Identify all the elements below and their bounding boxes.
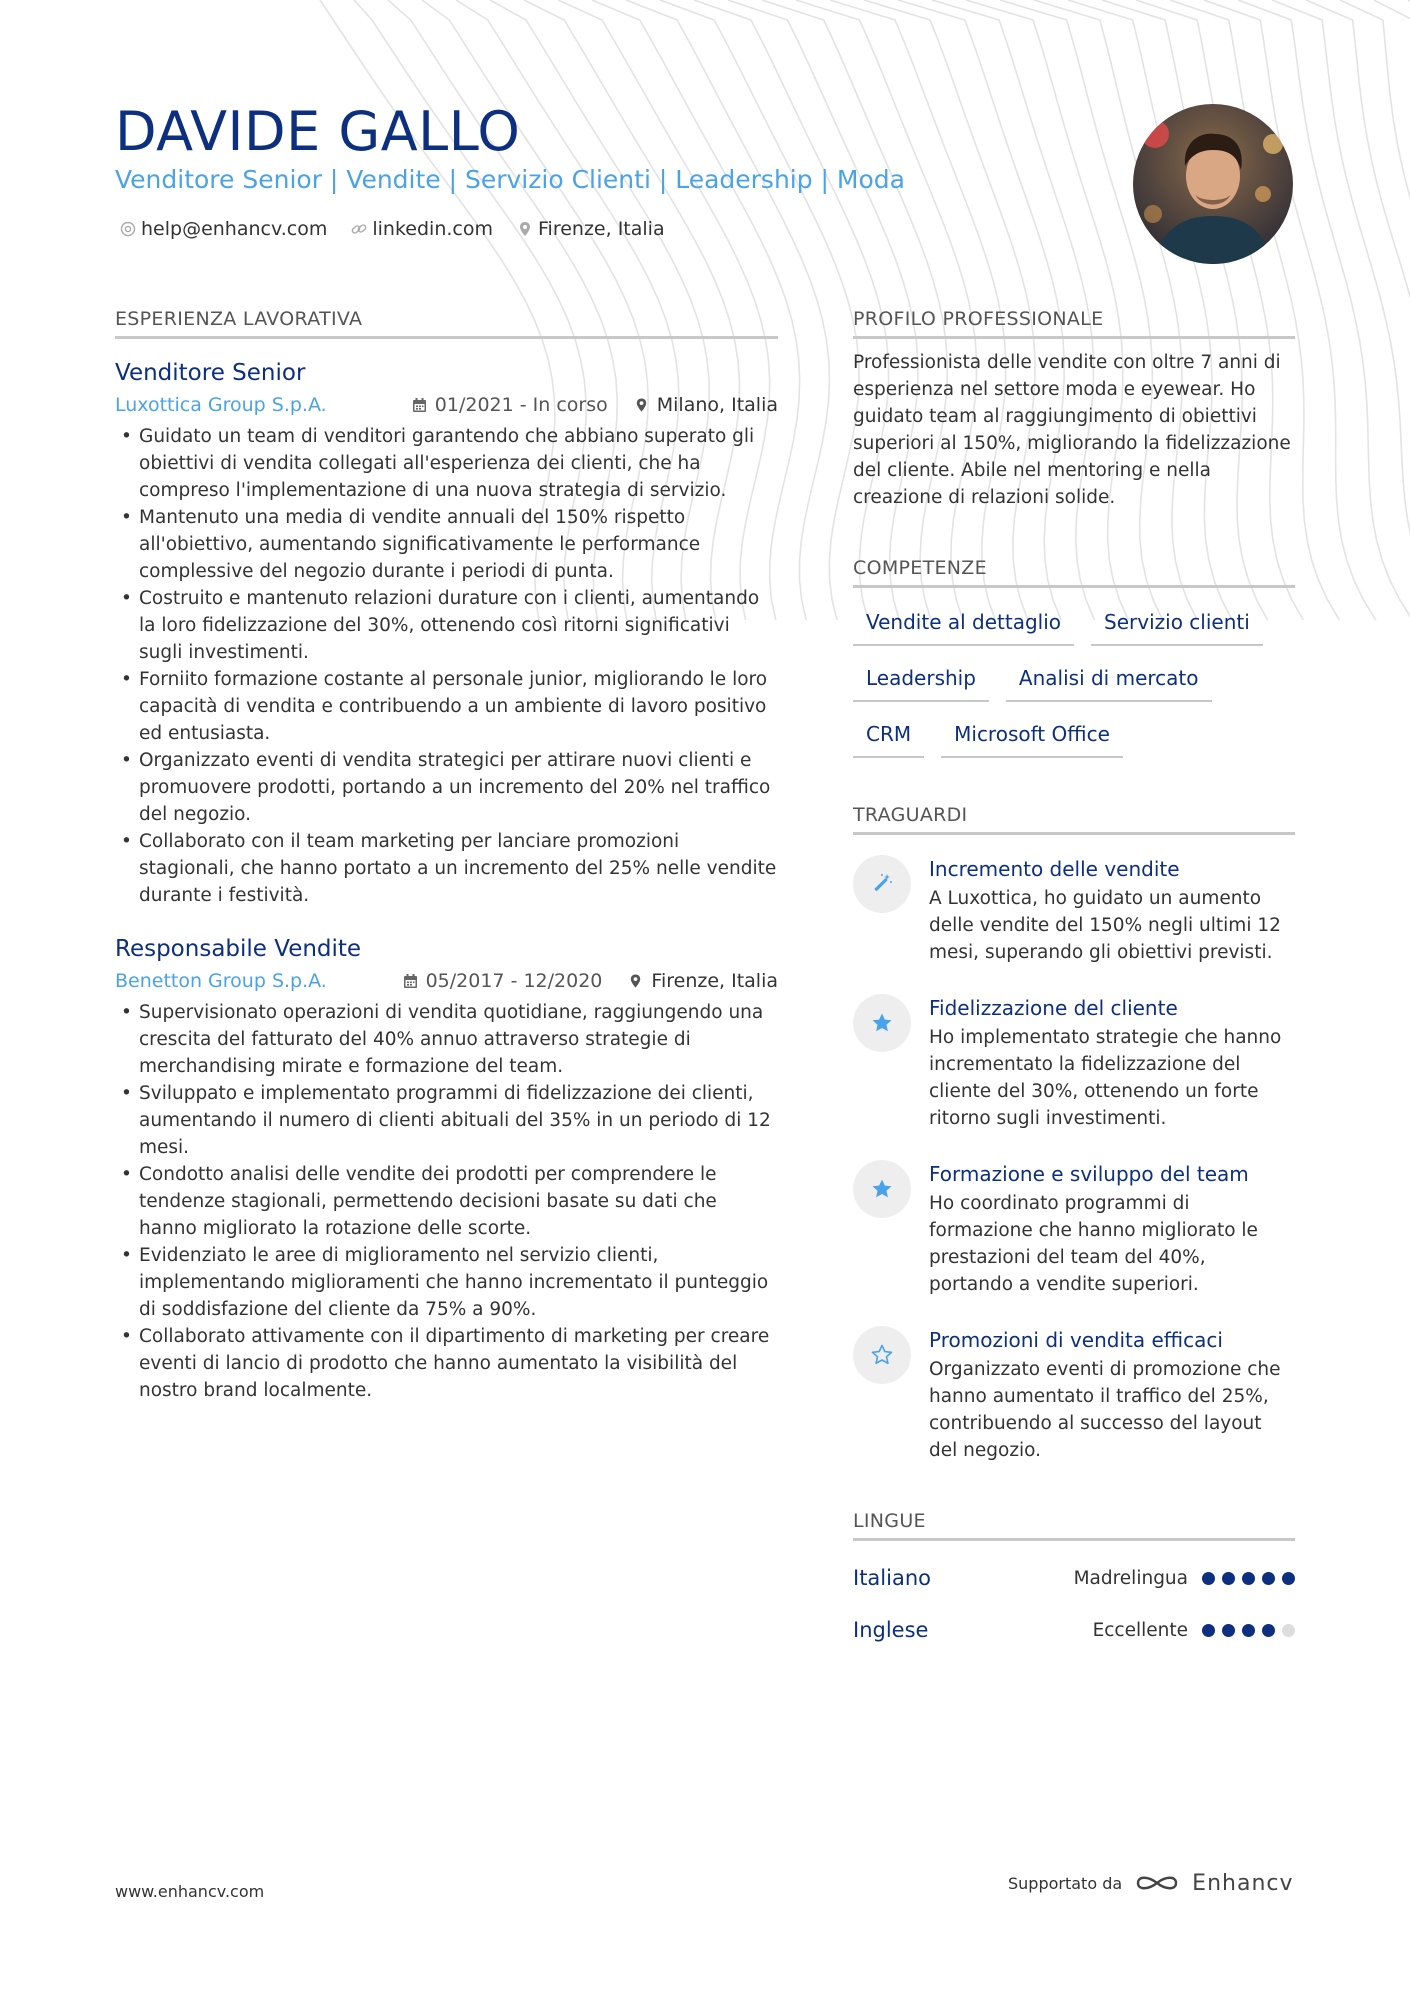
job-location-text: Milano, Italia: [656, 394, 778, 416]
company-name: Luxottica Group S.p.A.: [115, 394, 327, 416]
job-entry: [115, 933, 778, 1404]
wave-line: [1306, 0, 1410, 620]
contact-email[interactable]: [120, 216, 327, 242]
achievement-title: Incremento delle vendite: [929, 857, 1180, 881]
sidebar-column: [853, 306, 1295, 1645]
skill-tag: Microsoft Office: [941, 720, 1123, 758]
skill-tag: Vendite al dettaglio: [853, 608, 1074, 646]
achievement-title: Fidelizzazione del cliente: [929, 996, 1178, 1020]
location-pin-icon: [517, 221, 533, 237]
bullet-item: • Collaborato con il team marketing per lanciare promozioni stagionali, che hanno portato a un incremento del 25% nelle vendite durante i festività.: [115, 828, 778, 909]
job-location: [634, 391, 778, 419]
link-icon: [351, 221, 367, 237]
footer-website[interactable]: www.enhancv.com: [115, 1882, 265, 1901]
rating-dot-filled: [1242, 1572, 1255, 1585]
achievement-item: [853, 855, 1295, 966]
brand-name: Enhancv: [1192, 1870, 1294, 1896]
profile-section-title: PROFILO PROFESSIONALE: [853, 306, 1295, 339]
footer-branding: [1008, 1870, 1294, 1896]
star-outline-icon: [870, 1343, 894, 1367]
rating-dot-filled: [1262, 1624, 1275, 1637]
language-item: [853, 1615, 1295, 1645]
skill-tag: Servizio clienti: [1091, 608, 1263, 646]
job-dates-text: 05/2017 - 12/2020: [425, 970, 603, 992]
achievement-text: Ho coordinato programmi di formazione che hanno migliorato le prestazioni del team del 40%, portando a vendite superiori.: [929, 1193, 1258, 1295]
skills-section-title: COMPETENZE: [853, 555, 1295, 588]
calendar-icon: [412, 397, 427, 413]
at-icon: [120, 221, 136, 237]
skills-list: [853, 608, 1295, 758]
calendar-icon: [403, 973, 418, 989]
job-title: Responsabile Vendite: [115, 936, 362, 962]
contact-location: [517, 216, 665, 242]
achievement-icon-wrap: [853, 1326, 911, 1384]
rating-dot-filled: [1222, 1572, 1235, 1585]
job-entry: [115, 357, 778, 909]
achievements-section-title: TRAGUARDI: [853, 802, 1295, 835]
location-text: Firenze, Italia: [538, 218, 665, 240]
achievement-text: A Luxottica, ho guidato un aumento delle vendite del 150% negli ultimi 12 mesi, superando gli obiettivi previsti.: [929, 888, 1281, 963]
bullet-item: • Evidenziato le aree di miglioramento nel servizio clienti, implementando miglioramenti che hanno incrementato il punteggio di soddisfazione del cliente da 75% a 90%.: [115, 1242, 778, 1323]
skill-tag: CRM: [853, 720, 924, 758]
profile-photo: [1133, 104, 1293, 264]
rating-dot-filled: [1242, 1624, 1255, 1637]
linkedin-text: linkedin.com: [372, 218, 493, 240]
achievement-title: Formazione e sviluppo del team: [929, 1162, 1249, 1186]
achievement-text: Ho implementato strategie che hanno incrementato la fidelizzazione del cliente del 30%, ottenendo un forte ritorno sugli investimenti.: [929, 1027, 1282, 1129]
powered-by-text: Supportato da: [1008, 1873, 1123, 1893]
job-dates: [412, 391, 608, 419]
rating-dot-filled: [1202, 1572, 1215, 1585]
enhancv-logo-icon: [1134, 1870, 1180, 1896]
rating-dot-empty: [1282, 1624, 1295, 1637]
language-item: [853, 1563, 1295, 1593]
language-name: Inglese: [853, 1618, 929, 1642]
rating-dot-filled: [1202, 1624, 1215, 1637]
bullet-item: • Sviluppato e implementato programmi di fidelizzazione dei clienti, aumentando il numero di clienti abituali del 35% in un periodo di 12 mesi.: [115, 1080, 778, 1161]
achievement-item: [853, 1160, 1295, 1298]
location-pin-icon: [634, 397, 649, 413]
headline: Venditore Senior | Vendite | Servizio Clienti | Leadership | Moda: [115, 165, 905, 194]
language-rating: [1202, 1572, 1295, 1585]
rating-dot-filled: [1262, 1572, 1275, 1585]
job-bullets: [115, 423, 778, 909]
bullet-item: • Supervisionato operazioni di vendita quotidiane, raggiungendo una crescita del fatturato del 40% annuo attraverso strategie di merchandising mirate e formazione del team.: [115, 999, 778, 1080]
bullet-item: • Organizzato eventi di vendita strategici per attirare nuovi clienti e promuovere prodotti, portando a un incremento del 20% nel traffico del negozio.: [115, 747, 778, 828]
company-name: Benetton Group S.p.A.: [115, 970, 327, 992]
achievement-text: Organizzato eventi di promozione che hanno aumentato il traffico del 25%, contribuendo al successo del layout del negozio.: [929, 1359, 1281, 1461]
job-title: Venditore Senior: [115, 360, 306, 386]
email-text: help@enhancv.com: [141, 218, 328, 240]
job-dates: [403, 967, 603, 995]
contact-linkedin[interactable]: [351, 216, 493, 242]
job-location-text: Firenze, Italia: [651, 970, 778, 992]
language-level: Madrelingua: [1073, 1567, 1188, 1589]
magic-wand-icon: [870, 872, 894, 896]
bullet-item: • Collaborato attivamente con il dipartimento di marketing per creare eventi di lancio di prodotto che hanno aumentato la visibilità del nostro brand localmente.: [115, 1323, 778, 1404]
bullet-item: • Forniito formazione costante al personale junior, migliorando le loro capacità di vendita e contribuendo a un ambiente di lavoro positivo ed entusiasta.: [115, 666, 778, 747]
skill-tag: Leadership: [853, 664, 989, 702]
languages-section-title: LINGUE: [853, 1508, 1295, 1541]
job-bullets: [115, 999, 778, 1404]
achievement-title: Promozioni di vendita efficaci: [929, 1328, 1223, 1352]
bullet-item: • Mantenuto una media di vendite annuali del 150% rispetto all'obiettivo, aumentando significativamente le performance complessive del negozio durante i periodi di punta.: [115, 504, 778, 585]
bullet-item: • Costruito e mantenuto relazioni durature con i clienti, aumentando la loro fidelizzazione del 30%, ottenendo così ritorni significativi sugli investimenti.: [115, 585, 778, 666]
language-level: Eccellente: [1092, 1619, 1188, 1641]
achievement-item: [853, 1326, 1295, 1464]
skill-tag: Analisi di mercato: [1006, 664, 1212, 702]
wave-line: [1374, 0, 1410, 620]
experience-section: [115, 306, 778, 1404]
contact-bar: [120, 216, 665, 242]
achievement-icon-wrap: [853, 1160, 911, 1218]
candidate-name: DAVIDE GALLO: [115, 100, 521, 163]
language-name: Italiano: [853, 1566, 931, 1590]
experience-section-title: ESPERIENZA LAVORATIVA: [115, 306, 778, 339]
bullet-item: • Guidato un team di venditori garantendo che abbiano superato gli obiettivi di vendita collegati all'esperienza dei clienti, che ha compreso l'implementazione di una nuova strategia di servizio.: [115, 423, 778, 504]
location-pin-icon: [628, 973, 643, 989]
wave-line: [1340, 0, 1410, 620]
star-icon: [870, 1177, 894, 1201]
achievement-icon-wrap: [853, 994, 911, 1052]
achievement-icon-wrap: [853, 855, 911, 913]
achievement-item: [853, 994, 1295, 1132]
rating-dot-filled: [1282, 1572, 1295, 1585]
language-rating: [1202, 1624, 1295, 1637]
bullet-item: • Condotto analisi delle vendite dei prodotti per comprendere le tendenze stagionali, permettendo decisioni basate su dati che hanno migliorato la rotazione delle scorte.: [115, 1161, 778, 1242]
job-location: [628, 967, 778, 995]
rating-dot-filled: [1222, 1624, 1235, 1637]
profile-summary: Professionista delle vendite con oltre 7 anni di esperienza nel settore moda e eyewear. Ho guidato team al raggiungimento di obiettivi superiori al 150%, migliorando la fidelizzazione del cliente. Abile nel mentoring e nella creazione di relazioni solide.: [853, 352, 1291, 508]
job-dates-text: 01/2021 - In corso: [434, 394, 608, 416]
star-icon: [870, 1011, 894, 1035]
